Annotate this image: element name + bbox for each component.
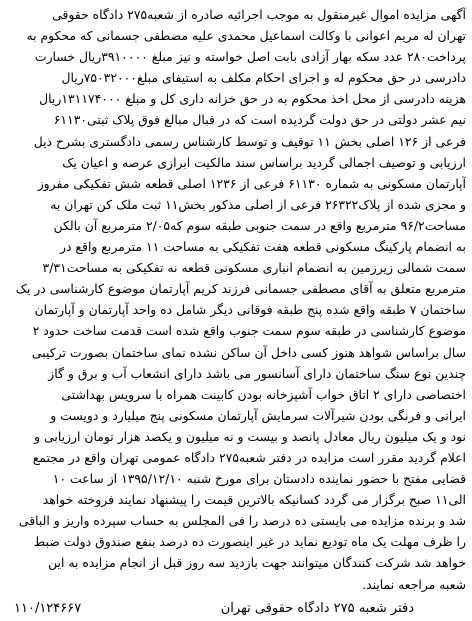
notice-line: شد و برنده مزایده می بایستی ده درصد را فی المجلس به حساب سپرده واریز و الباقی [18, 513, 466, 529]
notice-line: سمت شمالی زیرزمین به انضمام انباری مسکونی قطعه نه تفکیکی به مساحت۳/۳۱ [42, 260, 466, 276]
notice-line: شعبه مراجعه نمایند. [362, 576, 466, 592]
notice-line: آگهی مزایده اموال غیرمنقول به موجب اجرائیه صادره از شعبه۲۷۵ دادگاه حقوقی [52, 7, 466, 22]
notice-line: اعلام گردید مقرر است مزایده در دفتر شعبه۲۷۵ دادگاه عمومی تهران واقع در مجتمع [32, 449, 466, 465]
notice-line: ایرانی و فرنگی بودن شیرآلات سرمایش آپارتمان مسکونی پنج میلیارد و دویست و [50, 407, 466, 423]
notice-footer [6, 597, 466, 621]
notice-line: مترمربع متعلق به آقای مصطفی جسمانی فرزند کریم آپارتمان موضوع کارشناسی در یک [15, 281, 466, 297]
notice-line: چندین نوع سنگ ساختمان دارای آسانسور می باشد دارای انشعاب آب و برق و گاز [48, 365, 466, 381]
notice-line: قضایی مفتح با حضور نماینده دادستان برای مورخ شنبه ۱۳۹۵/۱۲/۱۰ از ساعت ۱۰ [52, 471, 466, 487]
notice-line: تهران له مریم اعوانی با وکالت اسماعیل محمدی علیه مصطفی جسمانی که محکوم به [26, 28, 466, 44]
notice-line: فرعی از ۱۲۶ اصلی بخش ۱۱ توقیف و توسط کارشناس رسمی دادگستری بشرح ذیل [33, 133, 466, 149]
notice-line: پرداخت۲۸۰ عدد سکه بهار آزادی بابت اصل خواسته و نیز مبلغ ۳۹۱۰۰۰۰ریال خسارت [34, 49, 466, 65]
notice-line: به انضمام پارکینگ مسکونی قطعه هفت تفکیکی به مساحت ۱۱ مترمربع واقع در [59, 239, 466, 255]
notice-line: هزینه دادرسی از محل اخذ محکوم به در حق خزانه داری کل و مبلغ ۱۳۱۱۷۴۰۰۰ریال [39, 91, 466, 107]
notice-line: موضوع کارشناسی در طبقه سوم سمت جنوب واقع شده است قدمت ساخت حدود ۲ [32, 323, 466, 339]
notice-line: الی۱۱ صبح برگزار می گردد کسانیکه بالاترین قیمت را پیشنهاد نمایند فروخته خواهد [42, 492, 466, 508]
notice-body [6, 4, 466, 595]
notice-line: اختصاصی دارای ۲ اتاق خواب آشپزخانه بودن کابینت همراه با سرویس بهداشتی [61, 386, 466, 402]
notice-line: سال براساس شواهد هنوز کسی داخل آن ساکن نشده نمای ساختمان بصورت ترکیبی [31, 344, 466, 360]
notice-line: نیم عشر دولتی در حق دولت گردیده است که در قبال مبالغ فوق پلاک ثبتی۶۱۱۳۰ [53, 112, 466, 128]
notice-line: و مجزی شده از پلاک۲۶۳۲۲ فرعی از اصلی مذکور بخش۱۱ ثبت ملک کن تهران به [50, 196, 466, 212]
notice-line: را ظرف مهلت یک ماه تودیع نماید در غیر اینصورت ده درصد بنفع صندوق دولت ضبط [33, 534, 466, 550]
notice-line: ساختمان ۷ طبقه واقع شده پنج طبقه فوقانی دیگر شامل ده واحد آپارتمان و آپارتمان [34, 302, 466, 318]
notice-line: دادرسی در حق محکوم له و اجرای احکام مکلف به استیفای مبلغ۷۵۰۳۲۰۰۰ریال [61, 70, 466, 86]
notice-line: نود و یک میلیون ریال معادل پانصد و بیست و نه میلیون و یکصد هزار تومان ارزیابی و [34, 428, 466, 444]
notice-line: آپارتمان مسکونی به شماره ۶۱۱۳۰ فرعی از ۱۲۳۶ اصلی قطعه شش تفکیکی مفروز [37, 175, 466, 191]
notice-line: خواهد شد شرکت کنندگان میتوانند جهت بازدید سه روز قبل از انجام مزایده به این [48, 555, 466, 571]
notice-line: مساحت۹۶/۲ مترمربع واقع در سمت جنوبی طبقه سوم که۲/۰۵ مترمربع آن بالکن [53, 217, 466, 233]
notice-reference-code: ۱۱۰/۱۲۴۶۶۷ [14, 600, 82, 616]
court-office-signature: دفتر شعبه ۲۷۵ دادگاه حقوقی تهران [220, 600, 414, 616]
notice-line: ارزیابی و توصیف اجمالی گردید براساس سند مالکیت ابرازی عرصه و اعیان یک [62, 154, 466, 170]
